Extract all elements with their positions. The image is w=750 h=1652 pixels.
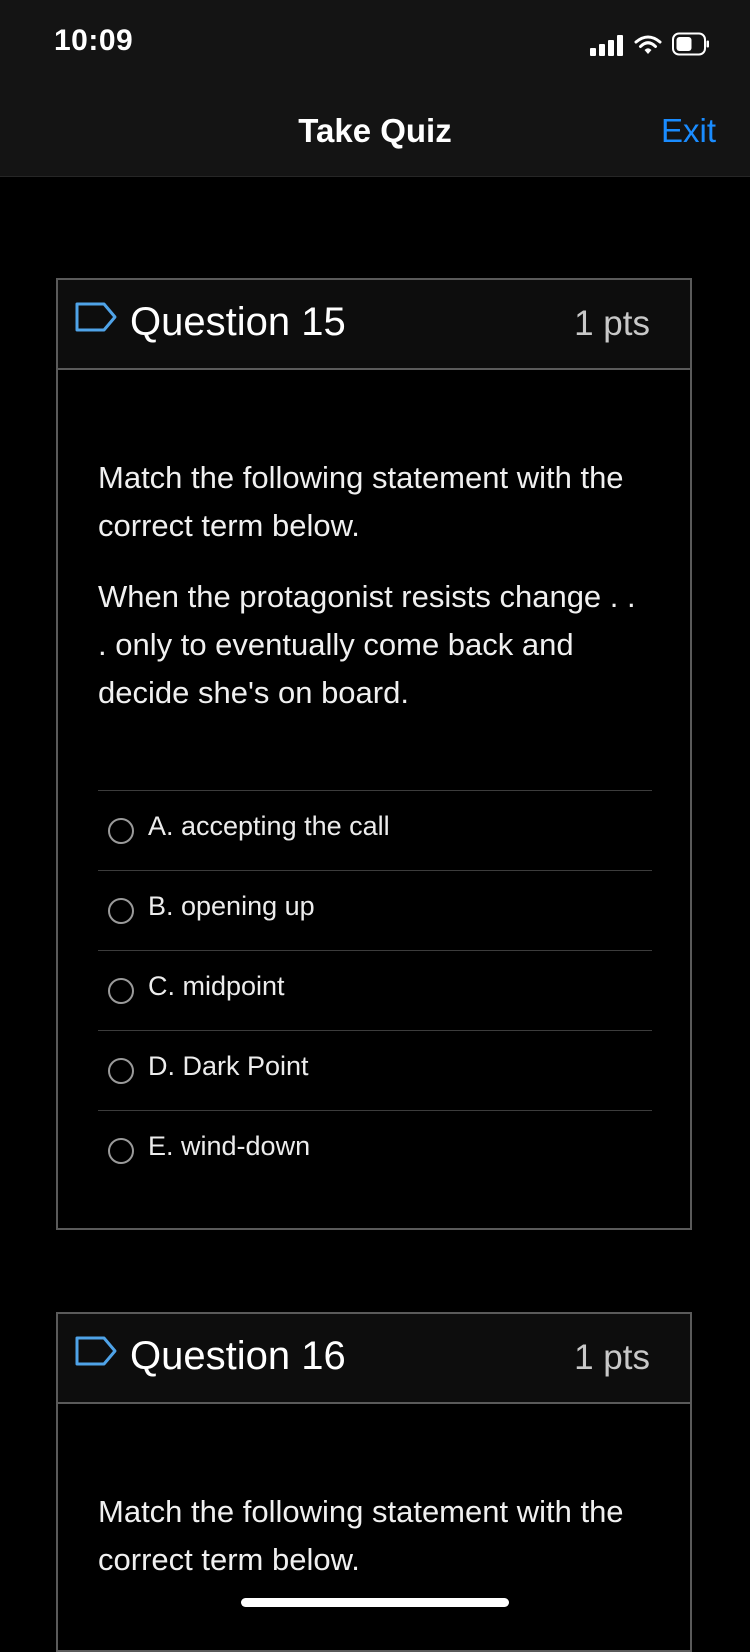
answer-label: A. accepting the call xyxy=(148,811,390,841)
question-card xyxy=(56,278,692,1230)
radio-button[interactable] xyxy=(108,978,134,1004)
flag-question-icon[interactable] xyxy=(74,300,118,338)
answer-label: C. midpoint xyxy=(148,971,285,1001)
question-prompt: Match the following statement with the correct term below. xyxy=(98,1494,624,1577)
question-statement: When the protagonist resists change . . . only to eventually come back and decide she's on board. xyxy=(98,579,636,710)
radio-button[interactable] xyxy=(108,1138,134,1164)
answer-option-a[interactable] xyxy=(98,790,652,870)
question-header xyxy=(58,280,690,370)
radio-button[interactable] xyxy=(108,1058,134,1084)
status-bar xyxy=(0,0,750,88)
question-prompt: Match the following statement with the correct term below. xyxy=(98,460,624,543)
answer-label: D. Dark Point xyxy=(148,1051,309,1081)
answer-option-e[interactable] xyxy=(98,1110,652,1190)
cellular-signal-icon xyxy=(590,34,626,56)
question-points: 1 pts xyxy=(574,1338,650,1377)
page-title: Take Quiz xyxy=(298,112,452,149)
answer-list xyxy=(98,790,652,1190)
wifi-icon xyxy=(634,34,662,56)
answer-option-b[interactable] xyxy=(98,870,652,950)
question-title: Question 15 xyxy=(130,300,346,344)
answer-label: B. opening up xyxy=(148,891,315,921)
question-title: Question 16 xyxy=(130,1334,346,1378)
flag-question-icon[interactable] xyxy=(74,1334,118,1372)
home-indicator[interactable] xyxy=(241,1598,509,1607)
question-points: 1 pts xyxy=(574,304,650,343)
battery-icon xyxy=(672,32,710,56)
radio-button[interactable] xyxy=(108,818,134,844)
answer-option-d[interactable] xyxy=(98,1030,652,1110)
status-time: 10:09 xyxy=(54,24,134,57)
question-header xyxy=(58,1314,690,1404)
nav-bar xyxy=(0,88,750,177)
answer-option-c[interactable] xyxy=(98,950,652,1030)
answer-label: E. wind-down xyxy=(148,1131,311,1161)
exit-button[interactable]: Exit xyxy=(660,112,716,149)
radio-button[interactable] xyxy=(108,898,134,924)
